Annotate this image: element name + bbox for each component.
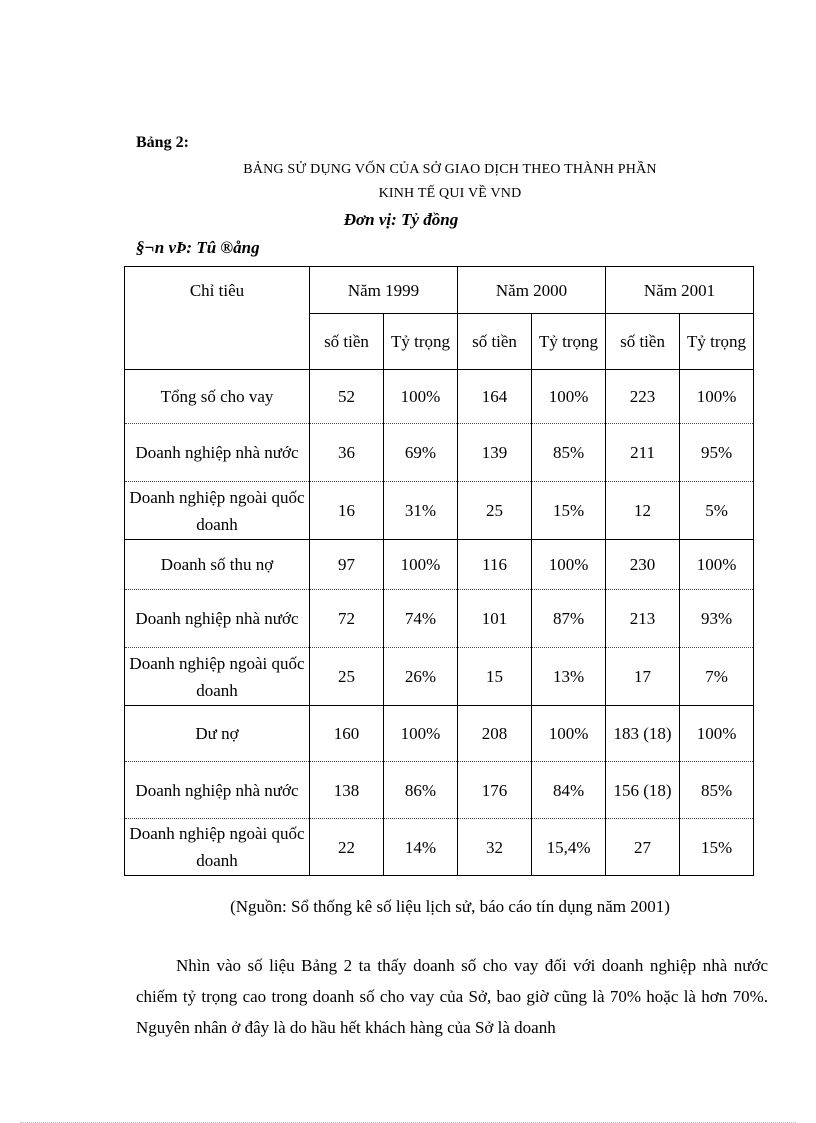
- cell-share: 15%: [532, 482, 606, 540]
- cell-share: 31%: [384, 482, 458, 540]
- cell-share: 84%: [532, 762, 606, 819]
- body-paragraph: Nhìn vào số liệu Bảng 2 ta thấy doanh số cho vay đối với doanh nghiệp nhà nước chiếm tỷ trọng cao trong doanh số cho vay của Sở, bao giờ cũng là 70% hoặc là hơn 70%. Nguyên nhân ở đây là do hầu hết khách hàng của Sở là doanh: [136, 956, 768, 1037]
- table-label: Bảng 2:: [136, 134, 189, 151]
- unit-label-legacy-encoding: §¬n vÞ: Tû ®ång: [136, 238, 260, 257]
- cell-share: 100%: [532, 540, 606, 590]
- header-year-2001: Năm 2001: [606, 267, 754, 314]
- cell-share: 100%: [384, 706, 458, 762]
- cell-share: 86%: [384, 762, 458, 819]
- table-row: [125, 648, 754, 706]
- table-body: [125, 370, 754, 876]
- cell-share: 85%: [680, 762, 754, 819]
- cell-amount: 116: [458, 540, 532, 590]
- table-row: [125, 590, 754, 648]
- table-row: [125, 424, 754, 482]
- cell-amount: 183 (18): [606, 706, 680, 762]
- cell-amount: 52: [310, 370, 384, 424]
- table-row: [125, 819, 754, 876]
- cell-share: 15%: [680, 819, 754, 876]
- cell-amount: 17: [606, 648, 680, 706]
- cell-share: 100%: [384, 540, 458, 590]
- cell-amount: 16: [310, 482, 384, 540]
- cell-share: 87%: [532, 590, 606, 648]
- cell-amount: 36: [310, 424, 384, 482]
- cell-share: 7%: [680, 648, 754, 706]
- cell-share: 100%: [532, 706, 606, 762]
- cell-share: 95%: [680, 424, 754, 482]
- table-row: [125, 706, 754, 762]
- cell-share: 100%: [680, 370, 754, 424]
- table-title-line-1: BẢNG SỬ DỤNG VỐN CỦA SỞ GIAO DỊCH THEO THÀNH PHẦN: [243, 162, 657, 177]
- loan-usage-table: [124, 266, 754, 876]
- cell-amount: 101: [458, 590, 532, 648]
- unit-label: Đơn vị: Tỷ đồng: [343, 210, 459, 229]
- row-label: Dư nợ: [125, 706, 310, 762]
- cell-amount: 22: [310, 819, 384, 876]
- header-indicator: Chỉ tiêu: [125, 267, 310, 370]
- table-row: [125, 762, 754, 819]
- subheader-amount: số tiền: [606, 314, 680, 370]
- row-label: Doanh nghiệp nhà nước: [125, 424, 310, 482]
- cell-share: 69%: [384, 424, 458, 482]
- row-label: Doanh nghiệp ngoài quốc doanh: [125, 819, 310, 876]
- cell-amount: 25: [310, 648, 384, 706]
- cell-amount: 160: [310, 706, 384, 762]
- row-label: Doanh nghiệp nhà nước: [125, 762, 310, 819]
- cell-share: 85%: [532, 424, 606, 482]
- cell-amount: 208: [458, 706, 532, 762]
- subheader-share: Tỷ trọng: [384, 314, 458, 370]
- cell-share: 26%: [384, 648, 458, 706]
- cell-amount: 27: [606, 819, 680, 876]
- source-note: (Nguồn: Sổ thống kê số liệu lịch sử, báo cáo tín dụng năm 2001): [230, 897, 670, 916]
- cell-share: 100%: [384, 370, 458, 424]
- cell-amount: 72: [310, 590, 384, 648]
- cell-amount: 97: [310, 540, 384, 590]
- cell-share: 100%: [680, 706, 754, 762]
- cell-amount: 213: [606, 590, 680, 648]
- cell-amount: 164: [458, 370, 532, 424]
- cell-share: 100%: [532, 370, 606, 424]
- header-year-1999: Năm 1999: [310, 267, 458, 314]
- cell-share: 13%: [532, 648, 606, 706]
- table-row: [125, 540, 754, 590]
- cell-amount: 15: [458, 648, 532, 706]
- cell-share: 5%: [680, 482, 754, 540]
- subheader-share: Tỷ trọng: [532, 314, 606, 370]
- cell-share: 15,4%: [532, 819, 606, 876]
- row-label: Doanh số thu nợ: [125, 540, 310, 590]
- cell-amount: 25: [458, 482, 532, 540]
- row-label: Tổng số cho vay: [125, 370, 310, 424]
- cell-amount: 139: [458, 424, 532, 482]
- cell-amount: 211: [606, 424, 680, 482]
- row-label: Doanh nghiệp nhà nước: [125, 590, 310, 648]
- cell-amount: 176: [458, 762, 532, 819]
- cell-amount: 138: [310, 762, 384, 819]
- header-year-2000: Năm 2000: [458, 267, 606, 314]
- table-row: [125, 370, 754, 424]
- table-title-line-2: KINH TẾ QUI VỀ VND: [378, 186, 522, 201]
- cell-amount: 156 (18): [606, 762, 680, 819]
- subheader-amount: số tiền: [310, 314, 384, 370]
- cell-share: 100%: [680, 540, 754, 590]
- cell-share: 93%: [680, 590, 754, 648]
- cell-share: 74%: [384, 590, 458, 648]
- table-row: [125, 482, 754, 540]
- cell-amount: 230: [606, 540, 680, 590]
- cell-share: 14%: [384, 819, 458, 876]
- row-label: Doanh nghiệp ngoài quốc doanh: [125, 482, 310, 540]
- cell-amount: 32: [458, 819, 532, 876]
- subheader-amount: số tiền: [458, 314, 532, 370]
- row-label: Doanh nghiệp ngoài quốc doanh: [125, 648, 310, 706]
- subheader-share: Tỷ trọng: [680, 314, 754, 370]
- cell-amount: 12: [606, 482, 680, 540]
- cell-amount: 223: [606, 370, 680, 424]
